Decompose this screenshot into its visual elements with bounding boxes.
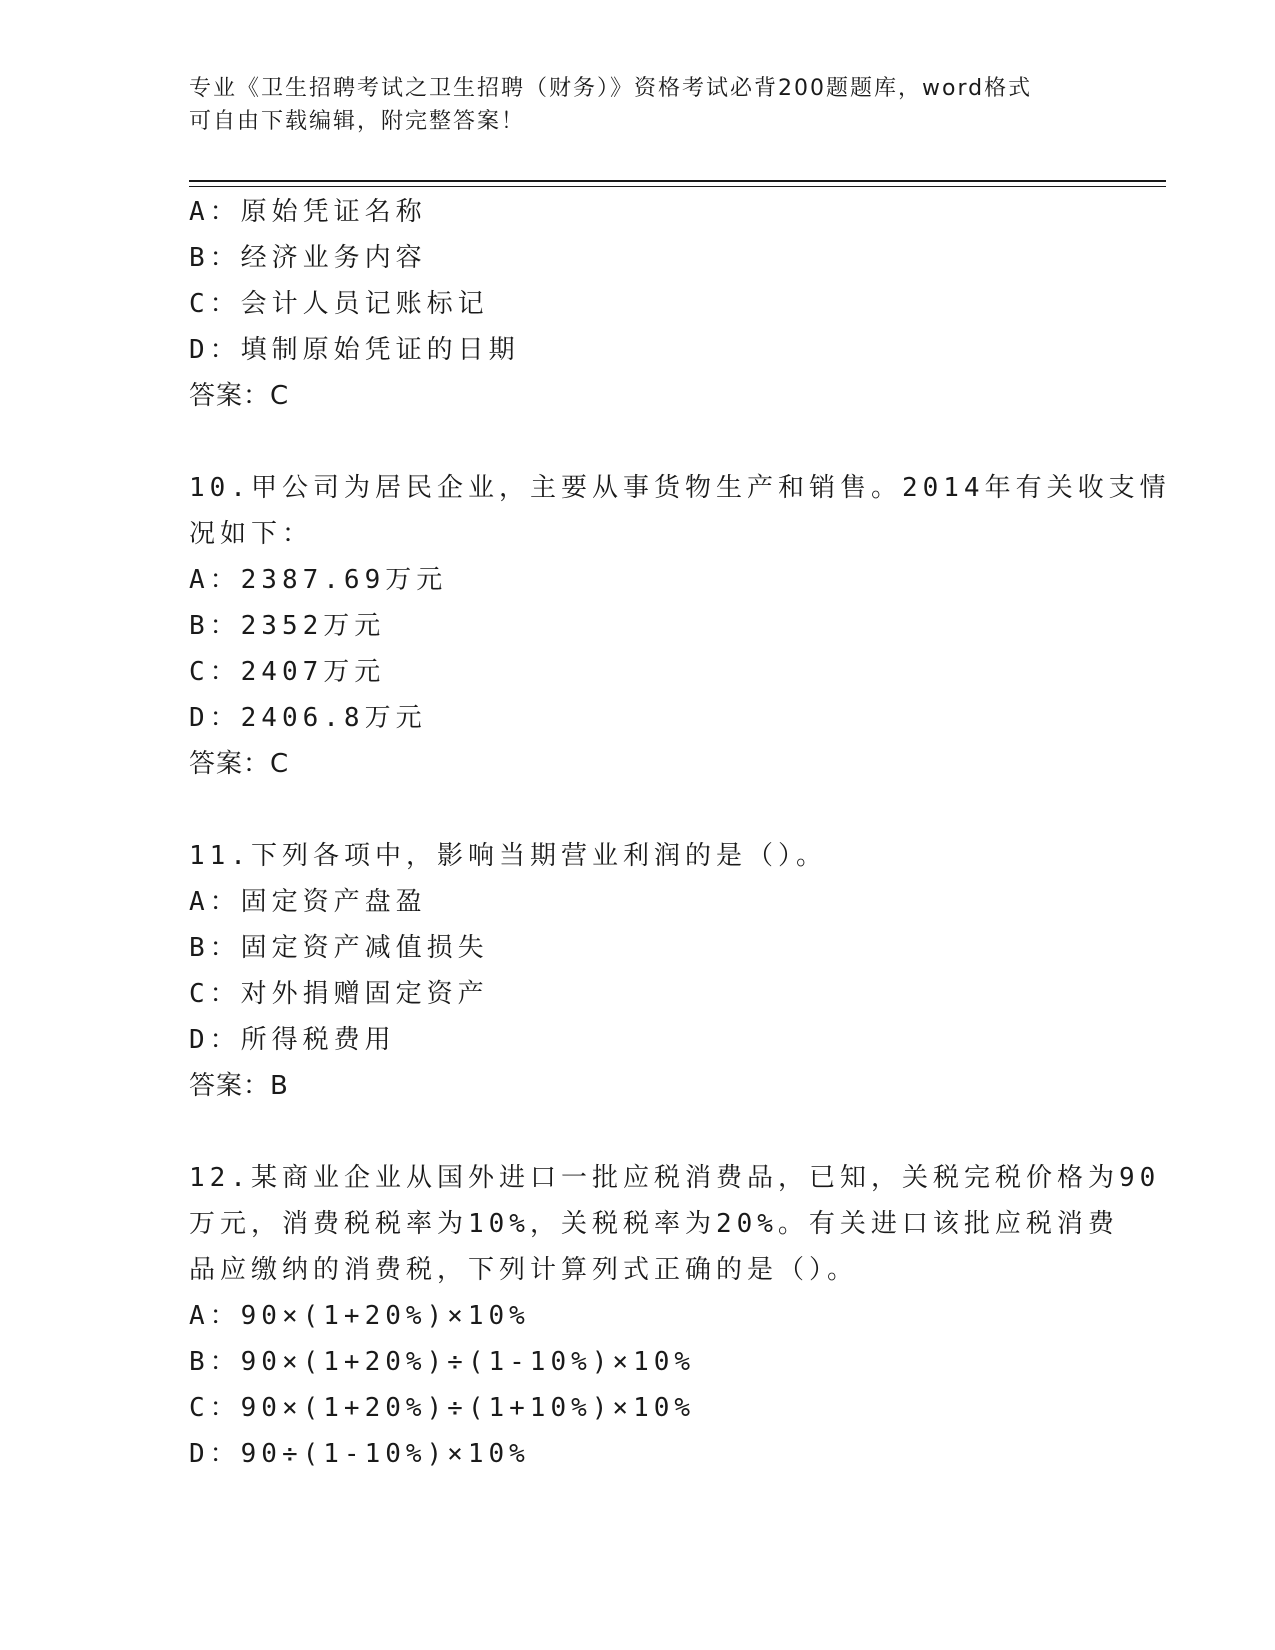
option-d: D：90÷(1-10%)×10% bbox=[189, 1439, 530, 1469]
header-divider-thin bbox=[189, 186, 1166, 187]
question-12 bbox=[189, 1155, 1161, 1477]
question-stem: 品应缴纳的消费税，下列计算列式正确的是（）。 bbox=[189, 1255, 859, 1285]
document-header bbox=[189, 72, 1089, 138]
option-c: C：对外捐赠固定资产 bbox=[189, 979, 489, 1009]
answer-line: 答案：B bbox=[189, 1071, 289, 1101]
question-stem: 况如下： bbox=[189, 519, 314, 549]
option-d: D：所得税费用 bbox=[189, 1025, 396, 1055]
question-stem: 10.甲公司为居民企业，主要从事货物生产和销售。2014年有关收支情 bbox=[189, 473, 1171, 503]
option-c: C：会计人员记账标记 bbox=[189, 289, 489, 319]
option-a: A：固定资产盘盈 bbox=[189, 887, 427, 917]
option-b: B：固定资产减值损失 bbox=[189, 933, 489, 963]
option-b: B：经济业务内容 bbox=[189, 243, 427, 273]
option-d: D：2406.8万元 bbox=[189, 703, 427, 733]
spacer bbox=[189, 787, 1089, 833]
option-c: C：2407万元 bbox=[189, 657, 386, 687]
question-9-continued bbox=[189, 189, 1089, 419]
answer-line: 答案：C bbox=[189, 749, 290, 779]
question-stem: 11.下列各项中，影响当期营业利润的是（）。 bbox=[189, 841, 827, 871]
question-stem: 万元，消费税税率为10%，关税税率为20%。有关进口该批应税消费 bbox=[189, 1209, 1119, 1239]
option-c: C：90×(1+20%)÷(1+10%)×10% bbox=[189, 1393, 696, 1423]
header-line-1: 专业《卫生招聘考试之卫生招聘（财务）》资格考试必背200题题库，word格式 bbox=[189, 76, 1033, 101]
option-a: A：90×(1+20%)×10% bbox=[189, 1301, 530, 1331]
spacer bbox=[189, 1109, 1089, 1155]
option-a: A：原始凭证名称 bbox=[189, 197, 427, 227]
question-10 bbox=[189, 465, 1171, 787]
option-a: A：2387.69万元 bbox=[189, 565, 448, 595]
header-divider-thick bbox=[189, 180, 1166, 182]
option-d: D：填制原始凭证的日期 bbox=[189, 335, 520, 365]
spacer bbox=[189, 419, 1089, 465]
option-b: B：2352万元 bbox=[189, 611, 386, 641]
answer-line: 答案：C bbox=[189, 381, 290, 411]
question-11 bbox=[189, 833, 1089, 1109]
question-stem: 12.某商业企业从国外进口一批应税消费品，已知，关税完税价格为90 bbox=[189, 1163, 1161, 1193]
header-line-2: 可自由下载编辑，附完整答案！ bbox=[189, 109, 526, 134]
question-content bbox=[189, 189, 1171, 1477]
option-b: B：90×(1+20%)÷(1-10%)×10% bbox=[189, 1347, 696, 1377]
